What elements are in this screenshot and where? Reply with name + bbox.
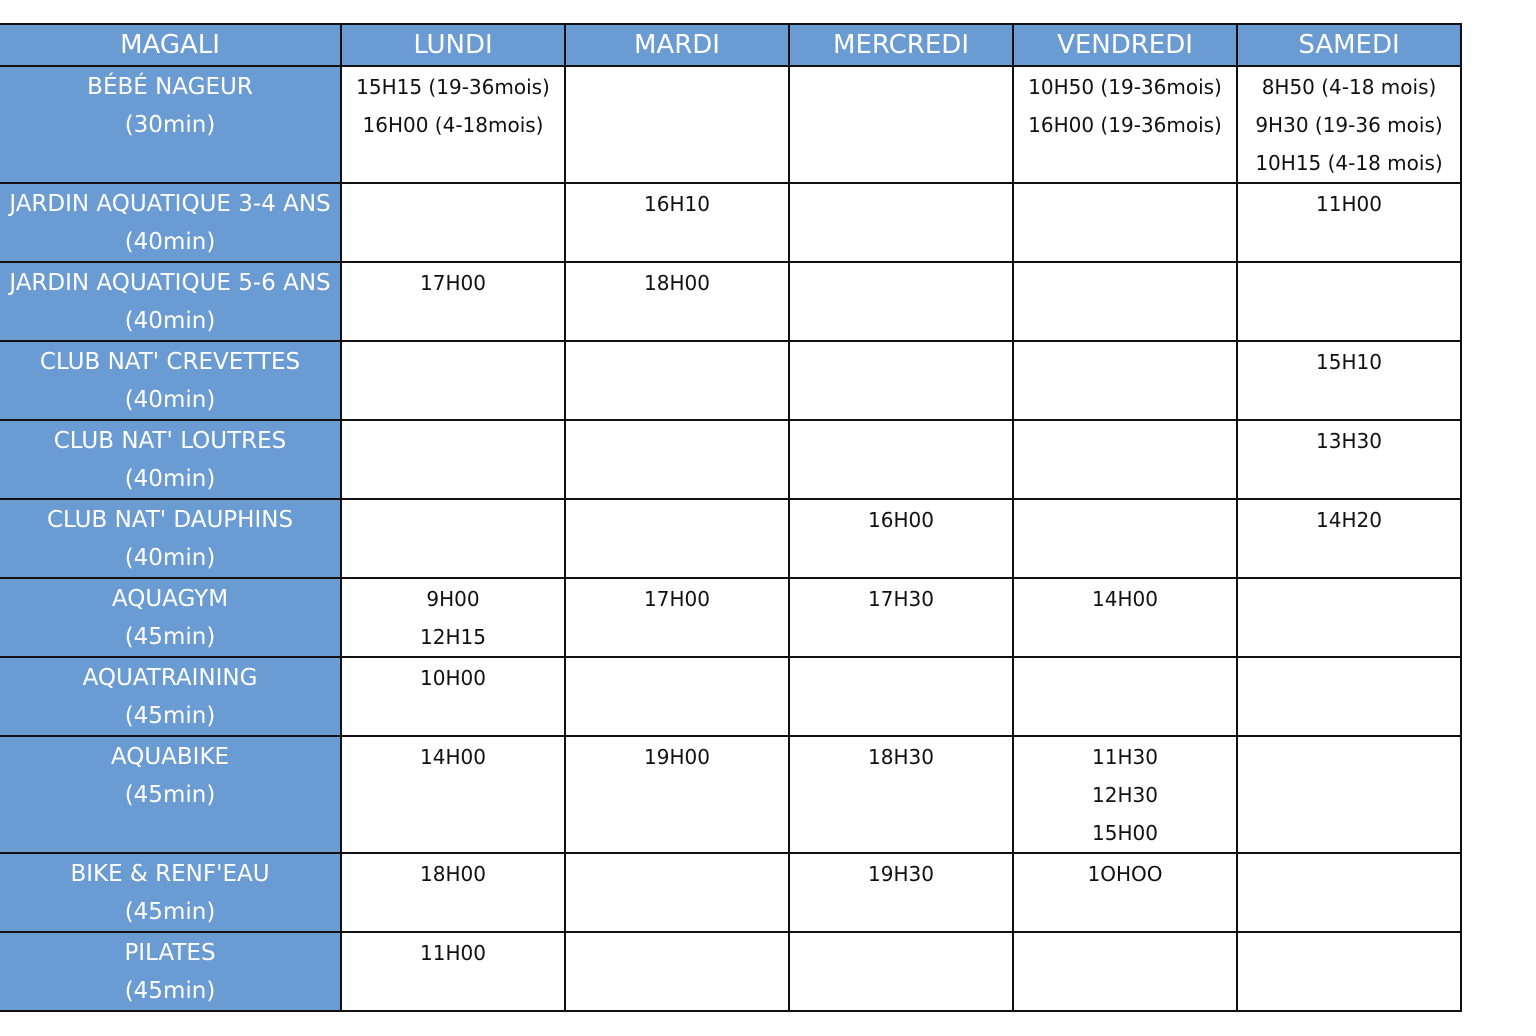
activity-duration: (40min) [124,387,216,413]
schedule-cell-mardi [565,853,789,932]
time-slot: 18H00 [420,862,486,886]
schedule-cell-mardi [565,932,789,1011]
schedule-cell-lundi [341,262,565,341]
activity-duration: (40min) [124,466,216,492]
schedule-cell-vendredi [1013,183,1237,262]
activity-cell [0,420,341,499]
day-header-vendredi: VENDREDI [1013,24,1237,66]
schedule-table [0,23,1462,1012]
activity-cell [0,262,341,341]
activity-cell [0,578,341,657]
schedule-cell-samedi [1237,341,1461,420]
time-slot: 17H00 [420,271,486,295]
activity-name: AQUAGYM [111,586,229,612]
table-row [0,657,1461,736]
activity-cell [0,657,341,736]
time-slot: 18H30 [868,745,934,769]
schedule-cell-samedi [1237,853,1461,932]
schedule-cell-mercredi [789,262,1013,341]
schedule-cell-mercredi [789,932,1013,1011]
schedule-cell-mardi [565,420,789,499]
time-slot: 19H00 [644,745,710,769]
table-row [0,183,1461,262]
time-slot: 8H50 (4-18 mois) [1261,75,1437,99]
table-row [0,341,1461,420]
time-slot: 19H30 [868,862,934,886]
schedule-cell-mardi [565,578,789,657]
table-row [0,499,1461,578]
time-slot: 14H00 [1092,587,1158,611]
schedule-cell-vendredi [1013,657,1237,736]
schedule-cell-lundi [341,183,565,262]
schedule-cell-samedi [1237,736,1461,853]
schedule-cell-samedi [1237,183,1461,262]
header-row [0,24,1461,66]
activity-duration: (45min) [124,978,216,1004]
activity-name: BIKE & RENF'EAU [70,861,270,887]
schedule-cell-vendredi [1013,420,1237,499]
time-slot: 15H10 [1316,350,1382,374]
activity-cell [0,736,341,853]
time-slot: 11H00 [420,941,486,965]
table-row [0,736,1461,853]
activity-name: CLUB NAT' LOUTRES [53,428,287,454]
schedule-cell-samedi [1237,657,1461,736]
time-slot: 16H00 [868,508,934,532]
schedule-cell-samedi [1237,499,1461,578]
schedule-cell-vendredi [1013,499,1237,578]
schedule-cell-mardi [565,657,789,736]
table-row [0,262,1461,341]
schedule-cell-lundi [341,657,565,736]
schedule-cell-mercredi [789,183,1013,262]
schedule-cell-vendredi [1013,736,1237,853]
time-slot: 15H15 (19-36mois) [356,75,550,99]
schedule-cell-mercredi [789,578,1013,657]
schedule-cell-samedi [1237,420,1461,499]
time-slot: 12H15 [420,625,486,649]
time-slot: 13H30 [1316,429,1382,453]
time-slot: 14H20 [1316,508,1382,532]
activity-cell [0,183,341,262]
schedule-cell-mercredi [789,499,1013,578]
schedule-cell-lundi [341,578,565,657]
activity-cell [0,853,341,932]
activity-name: BÉBÉ NAGEUR [87,74,253,100]
schedule-cell-vendredi [1013,853,1237,932]
activity-duration: (45min) [124,782,216,808]
activity-name: PILATES [124,940,216,966]
table-row [0,932,1461,1011]
activity-name: JARDIN AQUATIQUE 5-6 ANS [9,270,331,296]
schedule-cell-mercredi [789,341,1013,420]
table-row [0,578,1461,657]
time-slot: 12H30 [1092,783,1158,807]
schedule-cell-lundi [341,499,565,578]
activity-duration: (40min) [124,545,216,571]
activity-name: CLUB NAT' CREVETTES [39,349,301,375]
corner-header: MAGALI [0,24,341,66]
schedule-cell-mardi [565,499,789,578]
schedule-cell-vendredi [1013,341,1237,420]
activity-duration: (40min) [124,229,216,255]
schedule-cell-mardi [565,341,789,420]
time-slot: 9H30 (19-36 mois) [1255,113,1443,137]
schedule-cell-mercredi [789,736,1013,853]
time-slot: 15H00 [1092,821,1158,845]
activity-name: AQUABIKE [110,744,230,770]
schedule-cell-vendredi [1013,66,1237,183]
day-header-mardi: MARDI [565,24,789,66]
schedule-cell-samedi [1237,66,1461,183]
time-slot: 18H00 [644,271,710,295]
time-slot: 10H15 (4-18 mois) [1255,151,1443,175]
time-slot: 16H00 (19-36mois) [1028,113,1222,137]
time-slot: 1OHOO [1087,862,1163,886]
activity-cell [0,341,341,420]
schedule-cell-mardi [565,736,789,853]
schedule-cell-mercredi [789,657,1013,736]
activity-name: CLUB NAT' DAUPHINS [46,507,294,533]
activity-name: AQUATRAINING [82,665,258,691]
schedule-cell-vendredi [1013,932,1237,1011]
time-slot: 17H00 [644,587,710,611]
schedule-cell-mercredi [789,66,1013,183]
table-row [0,420,1461,499]
schedule-cell-lundi [341,341,565,420]
time-slot: 10H00 [420,666,486,690]
activity-cell [0,66,341,183]
schedule-cell-mercredi [789,420,1013,499]
schedule-cell-lundi [341,932,565,1011]
activity-duration: (45min) [124,899,216,925]
schedule-cell-samedi [1237,262,1461,341]
activity-duration: (30min) [124,112,216,138]
time-slot: 17H30 [868,587,934,611]
schedule-cell-vendredi [1013,262,1237,341]
time-slot: 11H30 [1092,745,1158,769]
activity-duration: (40min) [124,308,216,334]
time-slot: 16H00 (4-18mois) [362,113,544,137]
schedule-cell-lundi [341,66,565,183]
time-slot: 11H00 [1316,192,1382,216]
day-header-mercredi: MERCREDI [789,24,1013,66]
schedule-cell-mardi [565,66,789,183]
activity-cell [0,932,341,1011]
table-row [0,853,1461,932]
time-slot: 9H00 [426,587,480,611]
schedule-cell-mardi [565,183,789,262]
day-header-samedi: SAMEDI [1237,24,1461,66]
time-slot: 16H10 [644,192,710,216]
table-row [0,66,1461,183]
schedule-body [0,66,1461,1011]
schedule-cell-mercredi [789,853,1013,932]
schedule-cell-samedi [1237,932,1461,1011]
time-slot: 10H50 (19-36mois) [1028,75,1222,99]
schedule-cell-lundi [341,853,565,932]
activity-name: JARDIN AQUATIQUE 3-4 ANS [9,191,331,217]
activity-duration: (45min) [124,624,216,650]
activity-cell [0,499,341,578]
schedule-cell-lundi [341,420,565,499]
activity-duration: (45min) [124,703,216,729]
schedule-cell-samedi [1237,578,1461,657]
time-slot: 14H00 [420,745,486,769]
day-header-lundi: LUNDI [341,24,565,66]
schedule-cell-lundi [341,736,565,853]
schedule-cell-mardi [565,262,789,341]
schedule-cell-vendredi [1013,578,1237,657]
